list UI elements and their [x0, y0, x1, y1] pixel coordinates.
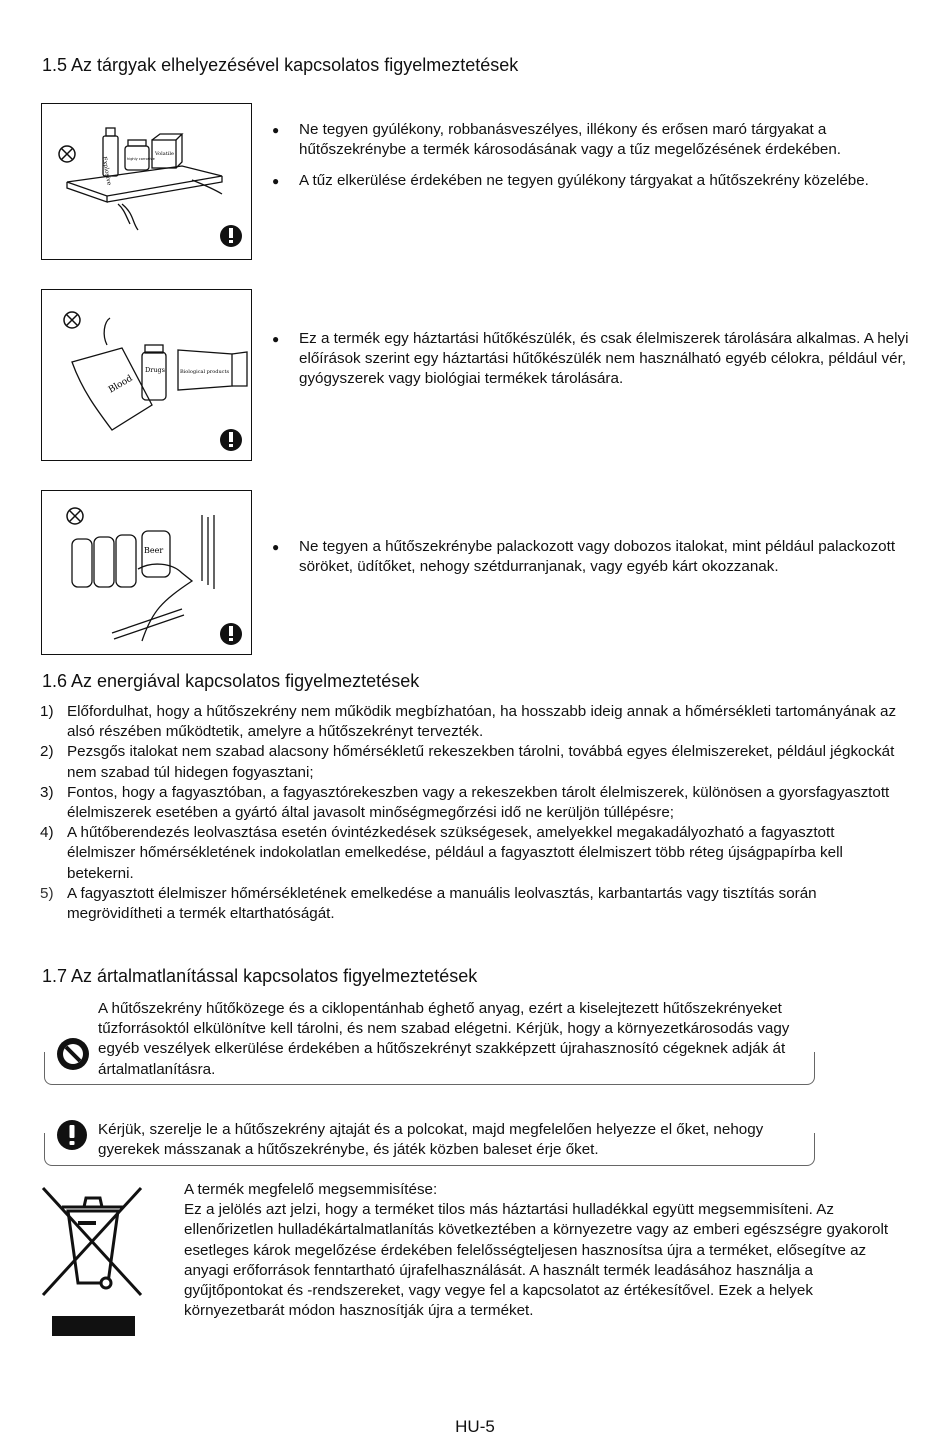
section-1-7-heading: 1.7 Az ártalmatlanítással kapcsolatos figyelmeztetések: [42, 966, 478, 986]
bullet-list-1: [272, 120, 912, 203]
bullet-item: ● Ez a termék egy háztartási hűtőkészülék, és csak élelmiszerek tárolására alkalmas. A helyi előírások szerint egy háztartási hűtőkészülék nem használható egyéb célokra, például vér, gyógyszerek vagy biológiai termékek tárolására.: [272, 329, 912, 390]
bullet-item: ● Ne tegyen gyúlékony, robbanásveszélyes, illékony és erősen maró tárgyakat a hűtőszekrénybe a termék károsodásának vagy a tűz megelőzésének érdekében.: [272, 120, 912, 160]
figure-label-drugs: Drugs: [145, 366, 166, 374]
exclamation-icon: [220, 623, 242, 645]
section-1-5-heading: 1.5 Az tárgyak elhelyezésével kapcsolatos figyelmeztetések: [42, 55, 519, 75]
figure-bottled-drinks: [41, 490, 252, 655]
disposal-body: Ez a jelölés azt jelzi, hogy a terméket tilos más háztartási hulladékkal együtt megsemmisíteni. Az ellenőrizetlen hulladékártalmatlanítás következtében a környezetre vagy az emberi egészségre gyakorolt esetleges károk megelőzése érdekében felelősségteljesen hasznosítsa újra a terméket, elősegítve az anyagi erőforrások fenntartható újrafelhasználását. A használt termék leadásához használja a gyűjtőpontokat és -rendszereket, vagy vegye fel a kapcsolatot az értékesítővel. Ezek a helyek környezetbarát módon hasznosítják újra a terméket.: [184, 1201, 889, 1320]
callout-flammable-refrigerant: [44, 999, 815, 1085]
exclamation-icon: [56, 1119, 88, 1151]
list-item: 4) A hűtőberendezés leolvasztása esetén óvintézkedések szükségesek, amelyekkel megakadályozható a fagyasztott élelmiszer hőmérsékletének indokolatlan emelkedése, például a fagyasztott élelmiszert több réteg újságpapírba kell betekerni.: [40, 824, 843, 882]
disposal-text-block: [184, 1180, 899, 1321]
list-item: 5) A fagyasztott élelmiszer hőmérsékletének emelkedése a manuális leolvasztás, karbantartás vagy tisztítás során megrövidítheti a termék eltarthatóságát.: [40, 884, 817, 923]
page-number: HU-5: [455, 1417, 495, 1436]
bullet-item: ● A tűz elkerülése érdekében ne tegyen gyúlékony tárgyakat a hűtőszekrény közelébe.: [272, 171, 912, 191]
figure-blood-drugs: [41, 289, 252, 461]
bullet-list-2: [272, 329, 912, 401]
figure-label-volatile: Volatile: [155, 151, 174, 157]
figure-label-blood: Blood: [106, 373, 135, 396]
prohibit-symbol-icon: [67, 508, 83, 524]
list-item: 2) Pezsgős italokat nem szabad alacsony hőmérsékletű rekeszekben tárolni, továbbá egyes élelmiszereket, például jégkockát nem szabad túl hidegen fogyasztani;: [40, 743, 895, 781]
list-item: 1) Előfordulhat, hogy a hűtőszekrény nem működik megbízhatóan, ha hosszabb ideig annak a hőmérsékleti tartományának az alsó részében működtetik, amelyre a hűtőszekrényt tervezték.: [40, 703, 897, 741]
exclamation-icon: [220, 429, 242, 451]
bullet-list-3: [272, 537, 912, 588]
section-1-6-heading: 1.6 Az energiával kapcsolatos figyelmeztetések: [42, 671, 420, 691]
prohibition-icon: [56, 1037, 90, 1071]
figure-flammable-items: [41, 103, 252, 260]
callout-text: A hűtőszekrény hűtőközege és a ciklopentánhab éghető anyag, ezért a kiselejtezett hűtőszekrényeket tűzforrásoktól elkülönítve kell tárolni, és nem szabad elégetni. Kérjük, hogy a környezetkárosodás vagy egyéb veszélyek elkerülése érdekében a hűtőszekrényt szakképzett újrahasznosító cégeknek adják át ártalmatlanításra.: [98, 1000, 790, 1078]
crossed-bin-icon: [38, 1183, 148, 1343]
bullet-item: ● Ne tegyen a hűtőszekrénybe palackozott vagy dobozos italokat, mint például palackozott söröket, üdítőket, nehogy szétdurranjanak, vagy egyéb kárt okozzanak.: [272, 537, 912, 577]
prohibit-symbol-icon: [59, 146, 75, 162]
exclamation-icon: [220, 225, 242, 247]
energy-warnings-list: [40, 702, 900, 924]
figure-label-bio: Biological products: [180, 369, 230, 375]
callout-text: Kérjük, szerelje le a hűtőszekrény ajtaját és a polcokat, majd megfelelően helyezze el őket, nehogy gyerekek másszanak a hűtőszekrénybe, és játék közben baleset érje őket.: [98, 1121, 764, 1159]
callout-remove-door: [44, 1120, 815, 1166]
list-item: 3) Fontos, hogy a fagyasztóban, a fagyasztórekeszben vagy a rekeszekben tárolt élelmiszerek, különösen a gyorsfagyasztott élelmiszerek esetében a gyártó által javasolt minőségmegőrzési idő ne kerüljön túllépésre;: [40, 783, 890, 822]
disposal-title: A termék megfelelő megsemmisítése:: [184, 1181, 438, 1198]
figure-label-explosive: Explosive: [100, 156, 113, 186]
figure-label-corrosive: highly corrosive: [127, 157, 155, 161]
prohibit-symbol-icon: [64, 312, 80, 328]
figure-label-beer: Beer: [144, 546, 164, 555]
